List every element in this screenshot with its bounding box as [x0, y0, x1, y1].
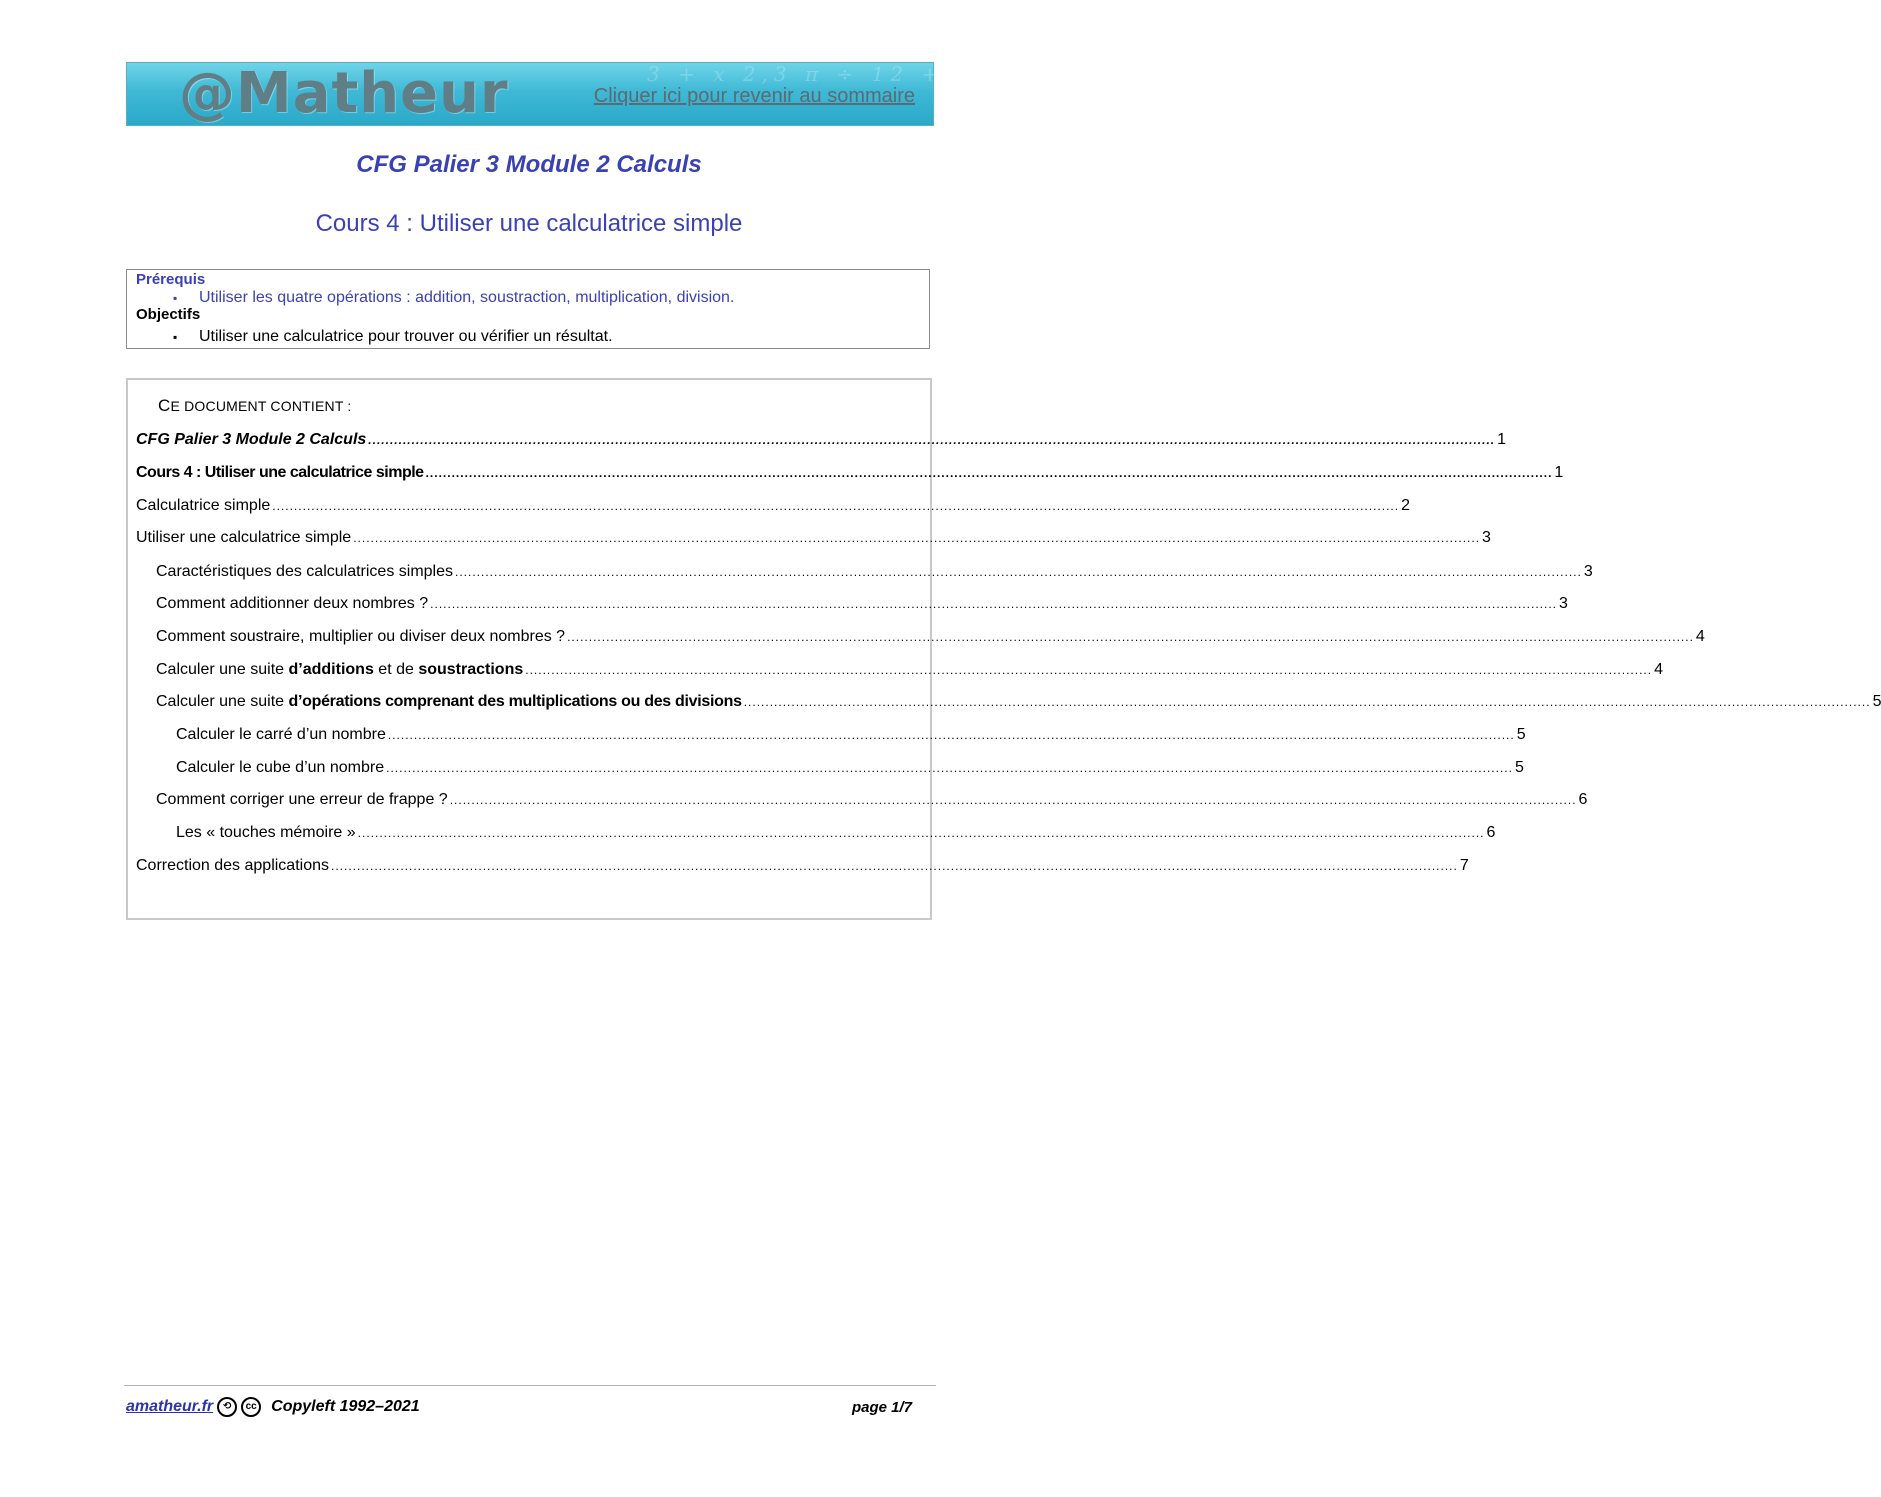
- toc-entry[interactable]: Correction des applications ..... 7: [136, 854, 921, 878]
- creative-commons-icon: cc: [241, 1397, 261, 1417]
- toc-entry[interactable]: Utiliser une calculatrice simple ..... 3: [136, 526, 921, 550]
- toc-entry[interactable]: Comment soustraire, multiplier ou diviser deux nombres ? ..... 4: [156, 625, 921, 649]
- back-to-summary-link[interactable]: Cliquer ici pour revenir au sommaire: [593, 85, 915, 107]
- objectives-item: [173, 327, 613, 347]
- toc-entry[interactable]: Calculer une suite d’opérations comprenant des multiplications ou des divisions ..... 5: [156, 690, 921, 714]
- bullet-icon: ▪: [173, 291, 178, 305]
- toc-heading: CE DOCUMENT CONTIENT :: [158, 396, 352, 415]
- document-subtitle: Cours 4 : Utiliser une calculatrice simple: [315, 210, 743, 237]
- header-banner: [126, 61, 1044, 126]
- objectives-item-text: Utiliser une calculatrice pour trouver ou vérifier un résultat.: [199, 328, 613, 345]
- toc-entry[interactable]: CFG Palier 3 Module 2 Calculs ..... 1: [136, 428, 921, 452]
- prerequisites-box: [126, 269, 930, 349]
- prerequisites-item: [173, 288, 735, 308]
- toc-entry[interactable]: Caractéristiques des calculatrices simples ..... 3: [156, 560, 921, 584]
- site-logo: @Matheur: [179, 61, 509, 126]
- prerequisites-heading: Prérequis: [136, 271, 206, 288]
- bullet-icon: ▪: [173, 330, 178, 344]
- toc-entry[interactable]: Calculer une suite d’additions et de soustractions ..... 4: [156, 658, 921, 682]
- toc-entry[interactable]: Calculer le carré d’un nombre ..... 5: [176, 723, 921, 747]
- table-of-contents: [126, 378, 1881, 920]
- copyleft-icon: ⟲: [217, 1397, 237, 1417]
- footer-copyright: [126, 1396, 420, 1418]
- copyleft-text: Copyleft 1992–2021: [271, 1398, 420, 1415]
- prerequisites-item-text: Utiliser les quatre opérations : addition, soustraction, multiplication, division.: [199, 289, 735, 306]
- objectives-heading: Objectifs: [136, 306, 201, 323]
- document-title: CFG Palier 3 Module 2 Calculs: [356, 151, 702, 178]
- toc-entry[interactable]: Les « touches mémoire » ..... 6: [176, 821, 921, 845]
- footer-divider: [124, 1385, 936, 1386]
- toc-entry[interactable]: Cours 4 : Utiliser une calculatrice simple ..... 1: [136, 461, 921, 485]
- banner-watermark: 3 + x 2,3 π ÷ 12 + × ∑ 7: [647, 62, 1044, 86]
- toc-entry[interactable]: Calculatrice simple ..... 2: [136, 494, 921, 518]
- toc-entry[interactable]: Calculer le cube d’un nombre ..... 5: [176, 756, 921, 780]
- site-link[interactable]: amatheur.fr: [126, 1398, 214, 1415]
- toc-entry[interactable]: Comment corriger une erreur de frappe ? ..... 6: [156, 788, 921, 812]
- page-number: page 1/7: [851, 1399, 912, 1416]
- toc-entry[interactable]: Comment additionner deux nombres ? ..... 3: [156, 592, 921, 616]
